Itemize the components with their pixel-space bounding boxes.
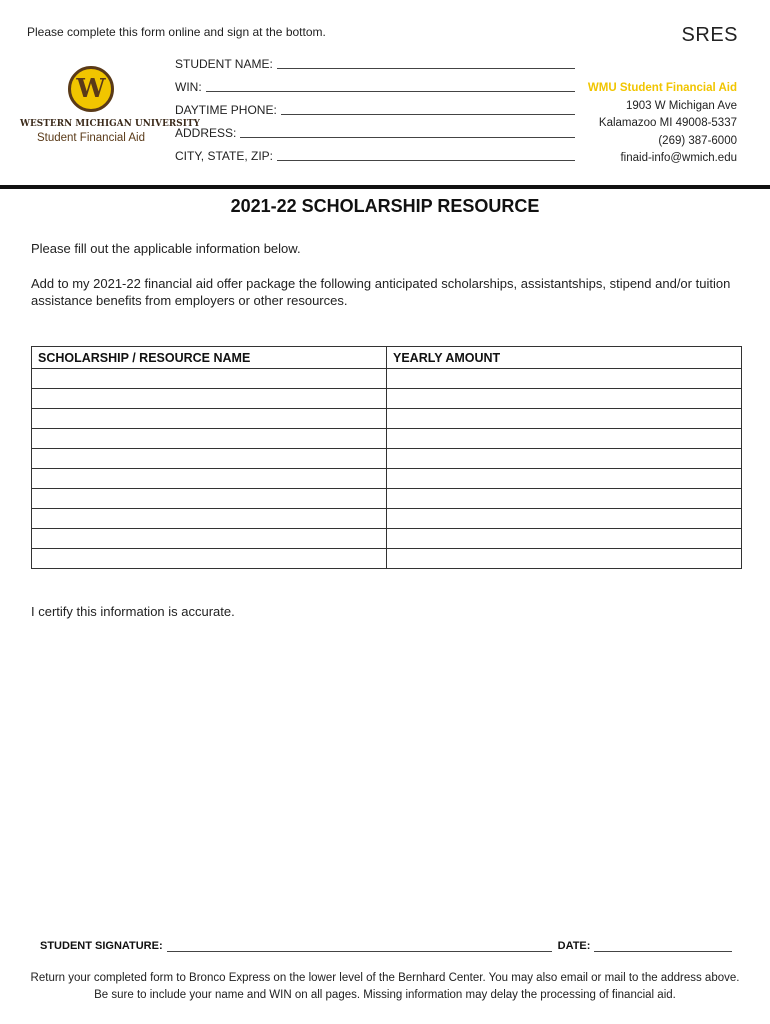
- address-label: ADDRESS:: [175, 126, 237, 140]
- resource-name-cell[interactable]: [32, 449, 387, 469]
- page-title: 2021-22 SCHOLARSHIP RESOURCE: [230, 196, 540, 216]
- student-name-label: STUDENT NAME:: [175, 57, 273, 71]
- yearly-amount-cell[interactable]: [387, 489, 742, 509]
- office-contact-block: [588, 80, 737, 168]
- logo-department-name: Student Financial Aid: [36, 132, 146, 144]
- scholarship-resource-table: [31, 346, 742, 569]
- table-row: [32, 409, 742, 429]
- resource-name-cell[interactable]: [32, 369, 387, 389]
- wmu-w-emblem-icon: [68, 66, 114, 112]
- student-name-field[interactable]: [175, 56, 575, 79]
- daytime-phone-label: DAYTIME PHONE:: [175, 103, 277, 117]
- form-code: SRES: [681, 24, 738, 46]
- yearly-amount-cell[interactable]: [387, 409, 742, 429]
- contact-email: finaid-info@wmich.edu: [620, 152, 737, 164]
- header-divider: [0, 185, 770, 189]
- instruction-paragraph-2: Add to my 2021-22 financial aid offer package the following anticipated scholarships, assistantships, stipend and/or tuition assistance benefits from employers or other resources.: [31, 276, 731, 308]
- yearly-amount-cell[interactable]: [387, 429, 742, 449]
- address-field[interactable]: [175, 125, 575, 148]
- resource-name-cell[interactable]: [32, 549, 387, 569]
- table-row: [32, 549, 742, 569]
- table-row: [32, 429, 742, 449]
- city-state-zip-field[interactable]: [175, 148, 575, 171]
- address-input-line[interactable]: [240, 125, 575, 138]
- yearly-amount-cell[interactable]: [387, 449, 742, 469]
- table-row: [32, 489, 742, 509]
- city-state-zip-input-line[interactable]: [277, 148, 575, 161]
- contact-city: Kalamazoo MI 49008-5337: [598, 117, 737, 129]
- table-header-row: [32, 347, 742, 369]
- table-row: [32, 509, 742, 529]
- contact-org: WMU Student Financial Aid: [587, 82, 737, 94]
- win-input-line[interactable]: [206, 79, 575, 92]
- signature-row: [40, 940, 732, 952]
- table-row: [32, 369, 742, 389]
- table-row: [32, 529, 742, 549]
- win-label: WIN:: [175, 80, 202, 94]
- student-name-input-line[interactable]: [277, 56, 575, 69]
- contact-street: 1903 W Michigan Ave: [625, 99, 737, 112]
- yearly-amount-cell[interactable]: [387, 509, 742, 529]
- footer-instructions: Return your completed form to Bronco Express on the lower level of the Bernhard Center. You may also email or mail to the address above. Be sure to include your name and WIN on all pages. Missing information may delay the processing of financial aid.: [30, 972, 740, 1001]
- date-label: DATE:: [557, 940, 591, 952]
- table-row: [32, 389, 742, 409]
- contact-phone: (269) 387-6000: [658, 134, 737, 147]
- certification-statement: I certify this information is accurate.: [31, 604, 235, 619]
- table-row: [32, 469, 742, 489]
- resource-name-cell[interactable]: [32, 409, 387, 429]
- date-line[interactable]: [594, 940, 732, 952]
- logo-university-name: WESTERN MICHIGAN UNIVERSITY: [20, 119, 200, 129]
- city-state-zip-label: CITY, STATE, ZIP:: [175, 149, 274, 163]
- resource-name-cell[interactable]: [32, 429, 387, 449]
- resource-name-cell[interactable]: [32, 509, 387, 529]
- student-signature-line[interactable]: [167, 940, 552, 952]
- yearly-amount-cell[interactable]: [387, 469, 742, 489]
- yearly-amount-cell[interactable]: [387, 549, 742, 569]
- resource-name-cell[interactable]: [32, 489, 387, 509]
- yearly-amount-cell[interactable]: [387, 529, 742, 549]
- yearly-amount-column-header: YEARLY AMOUNT: [387, 347, 742, 369]
- win-field[interactable]: [175, 79, 575, 102]
- student-info-fields: [175, 56, 575, 171]
- yearly-amount-cell[interactable]: [387, 389, 742, 409]
- daytime-phone-field[interactable]: [175, 102, 575, 125]
- yearly-amount-cell[interactable]: [387, 369, 742, 389]
- resource-name-cell[interactable]: [32, 389, 387, 409]
- resource-name-cell[interactable]: [32, 469, 387, 489]
- instruction-paragraph-1: Please fill out the applicable information below.: [31, 241, 301, 256]
- student-signature-label: STUDENT SIGNATURE:: [40, 940, 163, 952]
- resource-name-column-header: SCHOLARSHIP / RESOURCE NAME: [32, 347, 387, 369]
- table-row: [32, 449, 742, 469]
- resource-name-cell[interactable]: [32, 529, 387, 549]
- logo-mark: W: [76, 74, 106, 104]
- daytime-phone-input-line[interactable]: [281, 102, 575, 115]
- form-instructions-note: Please complete this form online and sign at the bottom.: [27, 25, 326, 39]
